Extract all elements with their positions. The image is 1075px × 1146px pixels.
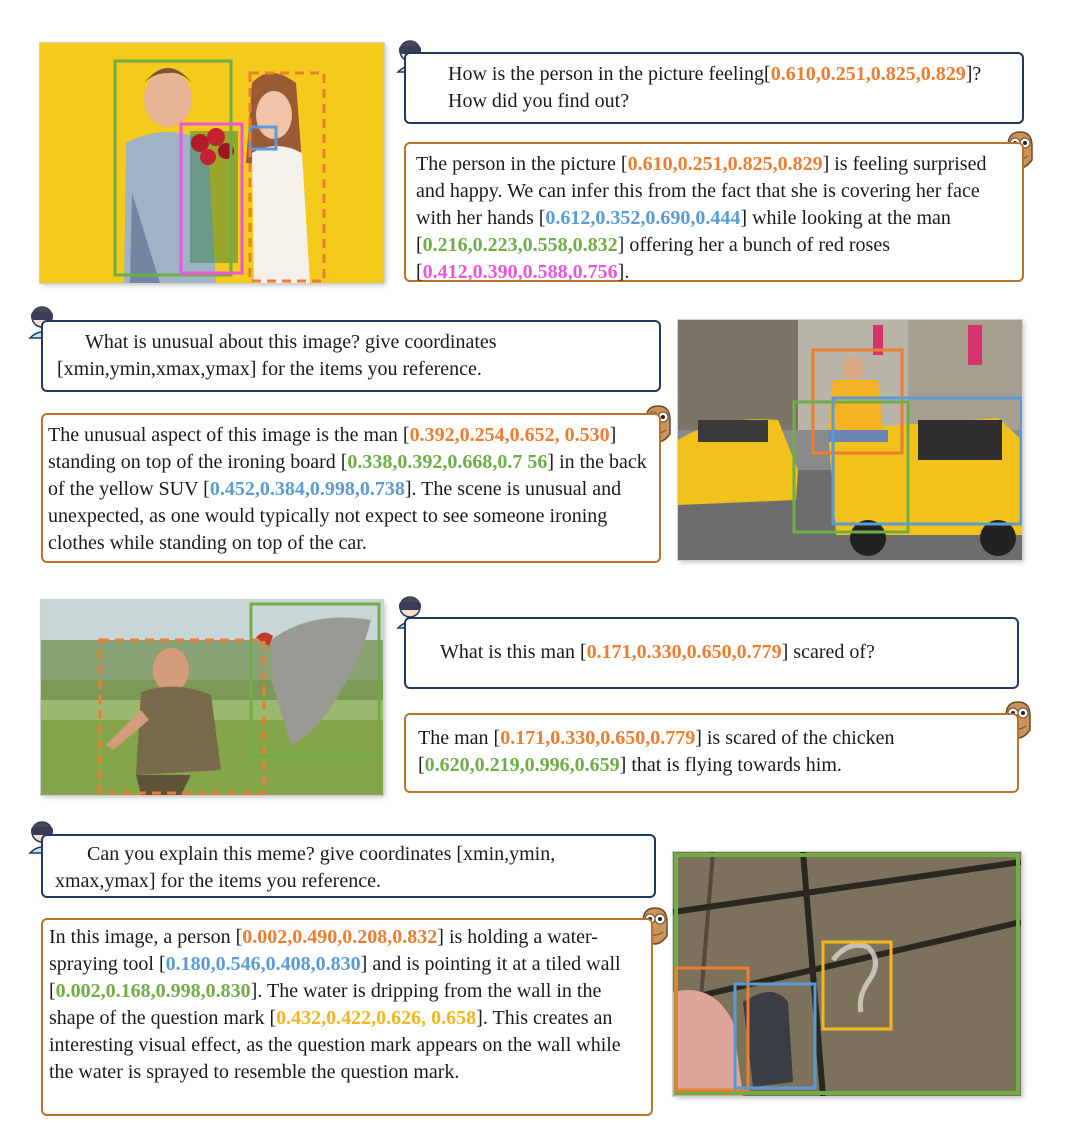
example-1-answer: [404, 142, 1024, 282]
answer-coordinate-green: 0.620,0.219,0.996,0.659: [424, 754, 620, 776]
answer-text: ] while looking at the man [: [416, 207, 951, 256]
answer-coordinate-blue: 0.452,0.384,0.998,0.738: [209, 478, 405, 500]
question-text: How is the person in the picture feeling: [448, 63, 765, 85]
answer-text: ] and is pointing it at a tiled wall [: [49, 953, 621, 1002]
answer-text: The person in the picture [: [416, 153, 628, 175]
example-3-image: [41, 600, 383, 795]
example-1-image: [40, 43, 384, 283]
answer-text: ]. The water is dripping from the wall in the shape of the question mark [: [49, 980, 602, 1029]
answer-coordinate-green: 0.216,0.223,0.558,0.832: [422, 234, 618, 256]
answer-text: ] is scared of the chicken [: [418, 727, 895, 776]
example-2-answer: [41, 413, 661, 563]
answer-coordinate-orange: 0.392,0.254,0.652, 0.530: [409, 424, 610, 446]
question-text: Can you explain this meme? give coordinates [xmin,ymin, xmax,ymax] for the items you reference.: [55, 843, 556, 892]
answer-coordinate-orange: 0.610,0.251,0.825,0.829: [627, 153, 823, 175]
answer-coordinate-orange: 0.002,0.490,0.208,0.832: [242, 926, 438, 948]
question-coordinate-orange: 0.829: [920, 63, 966, 85]
answer-text: ] is holding a water-spraying tool [: [49, 926, 598, 975]
answer-text: ] is feeling surprised and happy. We can infer this from the fact that she is covering her face with her hands [: [416, 153, 987, 229]
example-4-answer: [41, 918, 653, 1116]
answer-text: The man [: [418, 727, 501, 749]
answer-coordinate-pink: 0.412,0.390,0.588,0.756: [422, 261, 618, 283]
answer-text: ]. This creates an interesting visual effect, as the question mark appears on the wall while the water is sprayed to resemble the question mark.: [49, 1007, 621, 1083]
question-text: What is this man [: [440, 641, 587, 663]
answer-coordinate-blue: 0.180,0.546,0.408,0.830: [165, 953, 361, 975]
answer-text: ] that is flying towards him.: [619, 754, 842, 776]
example-1-question: [404, 52, 1024, 124]
example-3-question: [404, 617, 1019, 689]
question-text: ] scared of?: [781, 641, 875, 663]
question-text: ]? How did you find out?: [448, 63, 982, 112]
answer-coordinate-orange: 0.171,0.330,0.650,0.779: [500, 727, 696, 749]
answer-coordinate-blue: 0.612,0.352,0.690,0.444: [545, 207, 741, 229]
question-text: What is unusual about this image? give coordinates [xmin,ymin,xmax,ymax] for the items you reference.: [57, 331, 497, 380]
answer-text: ].: [617, 261, 630, 283]
example-2-image: [678, 320, 1022, 560]
answer-text: In this image, a person [: [49, 926, 243, 948]
example-4-image: [673, 852, 1021, 1096]
example-4-question: [41, 834, 656, 898]
example-2-question: [41, 320, 661, 392]
answer-coordinate-green: 0.002,0.168,0.998,0.830: [55, 980, 251, 1002]
answer-text: ] in the back of the yellow SUV [: [48, 451, 647, 500]
question-coordinate-orange: 0.171,0.330,0.650,0.779: [586, 641, 782, 663]
answer-text: ]. The scene is unusual and unexpected, as one would typically not expect to see someone ironing clothes while standing on top of the car.: [48, 478, 622, 554]
answer-text: The unusual aspect of this image is the man [: [48, 424, 410, 446]
answer-coordinate-gold: 0.432,0.422,0.626, 0.658: [276, 1007, 477, 1029]
question-text: [: [764, 63, 771, 85]
question-coordinate-orange: 0.610,0.251,0.825,: [770, 63, 921, 85]
answer-text: ] offering her a bunch of red roses [: [416, 234, 890, 283]
answer-coordinate-green: 0.338,0.392,0.668,0.7 56: [347, 451, 548, 473]
answer-text: ] standing on top of the ironing board [: [48, 424, 617, 473]
example-3-answer: [404, 713, 1019, 793]
